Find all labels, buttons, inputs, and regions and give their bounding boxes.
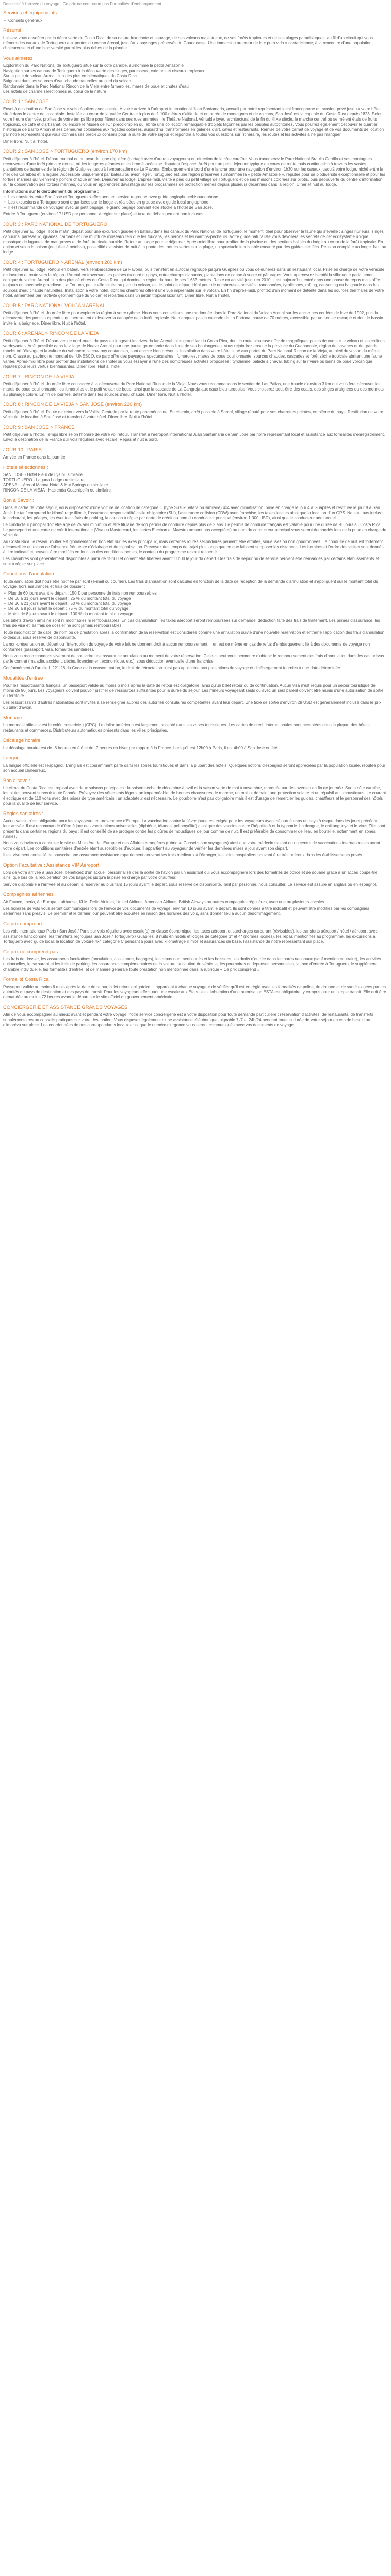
- section-4: [3, 99, 387, 144]
- section-heading: JOUR 3 : PARC NATIONAL DE TORTUGUERO: [3, 222, 107, 227]
- bullet-list: [3, 18, 387, 23]
- itinerary-sections: [3, 10, 387, 1028]
- section-heading: JOUR 10 : PARIS: [3, 447, 42, 453]
- paragraph: Nous vous recommandons vivement de souscrire une assurance annulation au moment de votre réservation. Celle-ci peut vous permettre d'obtenir le remboursement des frais d'annulation dans les cas prévus par le contrat (maladie, accident, décès, licenciement économique, etc.), sous déduction éventuelle d'une franchise.: [3, 654, 384, 664]
- section-heading: JOUR 7 : RINCON DE LA VIEJA: [3, 374, 74, 380]
- line-item: SAN JOSE - Hôtel Fleur de Lys ou similaire: [3, 472, 83, 477]
- paragraph: Les chambres sont généralement disponibles à partir de 15h00 et doivent être libérées avant 11h00 le jour du départ. Des frais de séjour ou de service peuvent être demandés par certains établissements et sont à régler sur place.: [3, 556, 379, 566]
- section-heading: Vous aimerez :: [3, 56, 36, 61]
- paragraph: La non-présentation au départ ou l'interruption du voyage de votre fait ne donnent droit à aucun remboursement. Il en est de même en cas de refus d'embarquement lié à des documents de voyage non conformes (passeport, visa, formalités sanitaires).: [3, 642, 370, 652]
- paragraph: La monnaie officielle est le colón costaricien (CRC). Le dollar américain est largement accepté dans les zones touristiques. Les cartes de crédit internationales sont acceptées dans la plupart des hôtels, restaurants et commerces. Distributeurs automatiques présents dans les villes principales.: [3, 723, 371, 733]
- list-item: • De 30 à 21 jours avant le départ : 50 % du montant total du voyage: [8, 601, 387, 606]
- intro-note: Descriptif à l'arrivée du voyage : Ce prix ne comprend pas Formalités d'embarquement: [3, 2, 161, 6]
- list-item: • De 60 à 31 jours avant le départ : 25 % du montant total du voyage: [8, 596, 387, 601]
- paragraph: Petit déjeuner au lodge. Retour en bateau vers l'embarcadère de La Pavona, puis transfert en autocar regroupé jusqu'à Guápiles où vous déjeunerez dans un restaurant local. Prise en charge de votre véhicule de location et route vers la région d'Arenal en traversant les plaines du nord du pays, entre champs d'ananas, plantations de canne à sucre et pâturages. Vous apercevrez bientôt la silhouette parfaitement conique du volcan Arenal, l'un des plus célèbres du Costa Rica, qui domine la région du haut de ses 1 633 mètres. Resté en activité jusqu'en 2010, il est aujourd'hui entré dans une phase de repos mais offre toujours un spectacle grandiose. La Fortuna, petite ville située au pied du volcan, est le point de départ idéal pour de nombreuses activités : randonnées, tyroliennes, rafting, canyoning ou baignade dans les sources d'eau chaude naturelles. Installation à votre hôtel, dont les chambres offrent une vue imprenable sur le volcan. En fin d'après-midi, profitez d'un moment de détente dans les sources thermales de votre hôtel, alimentées par l'activité géothermique du volcan et réparties dans un jardin tropical luxuriant. Dîner libre. Nuit à l'hôtel.: [3, 267, 385, 298]
- section-14: [3, 465, 387, 493]
- paragraph: Pour les ressortissants français, un passeport valide au moins 6 mois après la date de retour est obligatoire, ainsi qu'un billet retour ou de continuation. Aucun visa n'est requis pour un séjour touristique de moins de 90 jours. Les voyageurs doivent pouvoir justifier de ressources suffisantes pour la durée du séjour. Les mineurs voyageant seuls ou avec un seul parent doivent être munis d'une autorisation de sortie du territoire.: [3, 683, 384, 698]
- section-24: [3, 892, 387, 917]
- paragraph: Aucun vaccin n'est obligatoire pour les voyageurs en provenance d'Europe. La vaccination contre la fièvre jaune est exigée pour les voyageurs ayant séjourné dans un pays à risque dans les jours précédant leur arrivée. Il est recommandé d'être à jour des vaccinations universelles (diphtérie, tétanos, poliomyélite) ainsi que des vaccins contre l'hépatite A et la typhoïde. La dengue, le chikungunya et le virus Zika sont présents dans certaines régions du pays : il est conseillé de se protéger contre les piqûres de moustiques de jour comme de nuit. Il est préférable de consommer de l'eau en bouteille, notamment en zones rurales.: [3, 819, 385, 839]
- section-27: [3, 977, 387, 1000]
- section-18: [3, 715, 387, 733]
- paragraph: Petit déjeuner à l'hôtel. Route de retour vers la Vallée Centrale par la route panaméricaine. En chemin, arrêt possible à Sarchí, village réputé pour ses charrettes peintes, emblème du pays. Restitution de votre véhicule de location à San José et transfert à votre hôtel. Dîner libre. Nuit à l'hôtel.: [3, 410, 383, 419]
- section-heading: JOUR 1 : SAN JOSE: [3, 99, 49, 105]
- paragraph: Petit déjeuner au lodge. Tôt le matin, départ pour une excursion guidée en bateau dans les canaux du Parc National de Tortuguero, le moment idéal pour observer la faune qui s'éveille : singes hurleurs, singes capucins, paresseux, iguanes, caïmans et une multitude d'oiseaux tels que les toucans, les hérons et les martins-pêcheurs. Votre guide naturaliste vous dévoilera les secrets de cet écosystème unique, mosaïque de lagunes, de mangroves et de forêt tropicale humide. Retour au lodge pour le déjeuner. Après-midi libre pour profiter de la piscine ou des sentiers balisés du lodge au cœur de la forêt tropicale. En option et selon la saison (de juillet à octobre), possibilité d'assister de nuit à la ponte des tortues vertes sur la plage, un spectacle inoubliable encadré par des guides certifiés. Pension complète au lodge. Nuit au lodge.: [3, 229, 386, 255]
- section-16: [3, 571, 387, 671]
- section-19: [3, 738, 387, 751]
- section-heading: Bon à savoir: [3, 778, 30, 784]
- paragraph: Toute modification de date, de nom ou de prestation après la confirmation de la réservation est considérée comme une annulation suivie d'une nouvelle réservation et entraîne l'application des frais d'annulation ci-dessus, sous réserve de disponibilité.: [3, 630, 385, 640]
- section-10: [3, 374, 387, 397]
- list-item: • De 20 à 8 jours avant le départ : 75 % du montant total du voyage: [8, 606, 387, 612]
- list-item: • Il est recommandé de voyager avec un petit bagage, le grand bagage pouvant être stocké à l'hôtel de San José.: [8, 205, 387, 210]
- section-7: [3, 260, 387, 298]
- itinerary-document: [0, 0, 391, 1028]
- section-heading: Règles sanitaires :: [3, 811, 44, 817]
- paragraph: Les vols internationaux Paris / San José / Paris sur vols réguliers avec escale(s) en classe économique, les taxes aéroport et surcharges carburant (révisables), les transferts aéroport / hôtel / aéroport avec assistance francophone, les transferts regroupés San José / Tortuguero / Guápiles, 8 nuits en hôtels et lodges de catégorie 3* et 4* (normes locales), les repas mentionnés au programme, les excursions à Tortuguero avec guide local, la location de voiture 4x4 catégorie C pendant 5 jours avec kilométrage illimité et assurances de base, l'assistance de notre représentant sur place.: [3, 929, 378, 944]
- section-heading: JOUR 9 : SAN JOSE > FRANCE: [3, 425, 75, 430]
- paragraph: Petit déjeuner à l'hôtel. Journée libre consacrée à la découverte du Parc National Rincon de la Vieja. Nous vous recommandons le sentier de Las Pailas, une boucle d'environ 3 km qui vous fera découvrir les mares de boue bouillonnante, les fumerolles et le petit volcan de boue, ainsi que la cascade de La Cangreja aux eaux bleu turquoise. Vous croiserez peut-être des coatis, des singes araignées ou des motmots au plumage coloré. En fin de journée, détente dans les sources d'eau chaude. Dîner libre. Nuit à l'hôtel.: [3, 382, 384, 397]
- bullet-list: [3, 591, 387, 617]
- section-8: [3, 303, 387, 326]
- paragraph: Les horaires de vols vous seront communiqués lors de l'envoi de vos documents de voyage, environ 10 jours avant le départ. Ils sont donnés à titre indicatif et peuvent être modifiés par les compagnies aériennes sans préavis. Le premier et le dernier jour peuvent être écourtés en raison des horaires des vols, sans donner lieu à aucun dédommagement.: [3, 906, 369, 916]
- list-item: • Plus de 60 jours avant le départ : 150 € par personne de frais non remboursables: [8, 591, 387, 596]
- section-20: [3, 755, 387, 773]
- section-heading: JOUR 6 : ARENAL > RINCON DE LA VIEJA: [3, 331, 99, 336]
- line-item: TORTUGUERO - Laguna Lodge ou similaire: [3, 478, 85, 482]
- section-13: [3, 447, 387, 460]
- paragraph: Air France, Iberia, Air Europa, Lufthansa, KLM, Delta Airlines, United Airlines, American Airlines, British Airways ou autres compagnies régulières, avec une ou plusieurs escales.: [3, 900, 325, 904]
- section-23: [3, 862, 387, 887]
- paragraph: La langue officielle est l'espagnol. L'anglais est couramment parlé dans les zones touristiques et dans la plupart des hôtels. Quelques notions d'espagnol seront appréciées par la population locale, réputée pour son accueil chaleureux.: [3, 763, 385, 773]
- section-heading: Monnaie: [3, 715, 22, 721]
- line-list: [3, 63, 387, 94]
- paragraph: Le décalage horaire est de -8 heures en été et de -7 heures en hiver par rapport à la France. Lorsqu'il est 12h00 à Paris, il est 4h00 à San José en été.: [3, 745, 279, 750]
- paragraph: Petit déjeuner à l'hôtel. Départ matinal en autocar de ligne régulière (partagé avec d'autres voyageurs) en direction de la côte caraïbe. Vous traverserez le Parc National Braulio Carrillo et ses montagnes recouvertes d'une forêt primaire dense, où les fougères géantes et les broméliacées se disputent l'espace. Arrêt pour un petit déjeuner typique en cours de route, puis continuation à travers les vastes plantations de bananes de la région de Guápiles jusqu'à l'embarcadère de La Pavona. Embarquement à bord d'une lancha pour une navigation d'environ 1h30 sur les canaux jusqu'à votre lodge, niché entre la mer des Caraïbes et la lagune. Accessible uniquement par bateau ou avion léger, Tortuguero est une région préservée surnommée la « petite Amazonie », réputée pour sa biodiversité exceptionnelle et pour les tortues marines qui viennent y pondre chaque année. Déjeuner au lodge. L'après-midi, visite à pied du petit village de Tortuguero et de ses maisons colorées sur pilotis, puis découverte du centre d'information sur la conservation des tortues marines, où vous en apprendrez davantage sur les programmes de protection menés depuis plusieurs décennies dans la région. Dîner et nuit au lodge.: [3, 157, 385, 187]
- paragraph: Dîner libre. Nuit à l'hôtel.: [3, 139, 48, 144]
- section-5: [3, 149, 387, 217]
- section-heading: Compagnies aériennes: [3, 892, 54, 897]
- paragraph: Service disponible à l'arrivée et au départ, à réserver au plus tard 15 jours avant le départ, sous réserve de disponibilité. Tarif par personne, nous consulter. Le service est assuré en anglais ou en espagnol.: [3, 882, 377, 887]
- paragraph: Entrée à Tortuguero (environ 17 USD par personne, à régler sur place) et taxe de débarquement non incluses.: [3, 212, 205, 216]
- paragraph: Au Costa Rica, le réseau routier est globalement en bon état sur les axes principaux, mais certaines routes secondaires peuvent être étroites, sinueuses ou non goudronnées. La conduite de nuit est fortement déconseillée en raison de l'absence fréquente d'éclairage et de signalisation. Prévoyez des temps de trajet plus longs que ce que laissent supposer les distances. Les horaires et l'ordre des visites sont donnés à titre indicatif et peuvent être modifiés en fonction des conditions locales, le contenu du programme restant respecté.: [3, 539, 384, 554]
- section-heading: Conditions d'annulation: [3, 571, 54, 577]
- paragraph: Petit déjeuner à l'hôtel. Départ vers le nord-ouest du pays en longeant les rives du lac Arenal, plus grand lac du Costa Rica, dont la route sinueuse offre de magnifiques points de vue sur le volcan et les collines verdoyantes. Arrêt possible dans le village de Nuevo Arenal pour une pause gourmande dans l'une de ses boulangeries. Vous rejoindrez ensuite la province du Guanacaste, région de savanes et de grands ranchs où l'élevage et la culture du sabanero, le cow-boy costaricien, sont encore bien présents. Installation dans votre hôtel situé aux portes du Parc National Rincon de la Vieja, au pied du volcan du même nom. Classé au patrimoine mondial de l'UNESCO, ce parc offre des paysages spectaculaires : fumerolles, mares de boue bouillonnante, sources chaudes, cascades et forêt sèche tropicale abritant une faune variée. Après-midi libre pour profiter des installations de l'hôtel ou vous essayer à l'une des nombreuses activités proposées : tyrolienne, balade à cheval, tubing sur la rivière ou bains de boue volcanique réputés pour leurs vertus bienfaisantes. Dîner libre. Nuit à l'hôtel.: [3, 338, 385, 369]
- section-heading: JOUR 5 : PARC NATIONAL VOLCAN ARENAL: [3, 303, 106, 309]
- paragraph: Le climat du Costa Rica est tropical avec deux saisons principales : la saison sèche de décembre à avril et la saison verte de mai à novembre, marquée par des averses en fin de journée. Sur la côte caraïbe, les pluies peuvent survenir toute l'année. Prévoyez des vêtements légers, un imperméable, de bonnes chaussures de marche, un maillot de bain, une protection solaire et un répulsif anti-moustiques. Le courant électrique est de 110 volts avec des prises de type américain : un adaptateur est nécessaire. Le pourboire n'est pas obligatoire mais il est d'usage de remercier les guides, chauffeurs et le personnel des hôtels pour la qualité de leur service.: [3, 786, 386, 806]
- paragraph: Arrivée en France dans la journée.: [3, 455, 67, 460]
- list-item: • Conseils généraux: [8, 18, 387, 23]
- section-6: [3, 222, 387, 255]
- paragraph: Les ressortissants d'autres nationalités sont invités à se renseigner auprès des autorités consulaires compétentes avant leur départ. Une taxe de sortie d'environ 29 USD est généralement incluse dans le prix du billet d'avion.: [3, 700, 382, 710]
- paragraph: Nous vous invitons à consulter le site du Ministère de l'Europe et des Affaires étrangères (rubrique Conseils aux voyageurs) ainsi que votre médecin traitant ou un centre de vaccinations internationales avant votre départ. Les conditions sanitaires d'entrée étant susceptibles d'évoluer, il appartient au voyageur de vérifier les dernières mises à jour avant son départ.: [3, 841, 380, 851]
- section-heading: Ce prix ne comprend pas: [3, 949, 58, 955]
- paragraph: Les billets d'avion émis ne sont ni modifiables ni remboursables. En cas d'annulation, les taxes aéroport seront remboursées sur demande, déduction faite des frais de traitement. Les primes d'assurance, les frais de visa et les frais de dossier ne sont jamais remboursables.: [3, 618, 380, 628]
- section-11: [3, 402, 387, 420]
- paragraph: Petit déjeuner à l'hôtel. Journée libre pour explorer la région à votre rythme. Nous vous conseillons une randonnée dans le Parc National du Volcan Arenal sur les anciennes coulées de lave de 1992, puis la découverte des ponts suspendus qui permettent d'observer la canopée de la forêt tropicale. Ne manquez pas la cascade de La Fortuna, haute de 70 mètres, accessible par un sentier escarpé et dont le bassin invite à la baignade. Dîner libre. Nuit à l'hôtel.: [3, 311, 383, 326]
- section-heading: Modalités d'entrée: [3, 675, 43, 681]
- paragraph: Le conducteur principal doit être âgé de 25 ans minimum et être titulaire de son permis de conduire depuis plus de 2 ans. Le permis de conduire français est valable pour une durée de 90 jours au Costa Rica. Le passeport et une carte de crédit internationale (Visa ou Mastercard, les cartes Electron et Maestro ne sont pas acceptées) au nom du conducteur principal vous seront demandés lors de la prise en charge du véhicule.: [3, 522, 386, 537]
- paragraph: Toute annulation doit nous être notifiée par écrit (e-mail ou courrier). Les frais d'annulation sont calculés en fonction de la date de réception de la demande d'annulation et s'appliquent sur le montant total du voyage, hors assurances et frais de dossier :: [3, 579, 378, 589]
- bullet-list: [3, 195, 387, 210]
- line-item: Randonnée dans le Parc National Rincon de la Vieja entre fumerolles, mares de boue et chutes d'eau: [3, 84, 189, 89]
- section-heading: Ce prix comprend: [3, 921, 42, 927]
- section-15: [3, 498, 387, 567]
- line-item: Les hôtels de charme sélectionnés au cœur de la nature: [3, 89, 106, 94]
- line-item: Exploration du Parc National de Tortuguero situé sur la côte caraïbe, surnommé la petite Amazonie: [3, 63, 184, 68]
- section-1: [3, 10, 387, 23]
- section-12: [3, 425, 387, 443]
- section-heading: JOUR 8 : RINCON DE LA VIEJA > SAN JOSE (environ 220 km): [3, 402, 142, 408]
- section-heading: Hôtels sélectionnés :: [3, 465, 48, 470]
- paragraph: Petit déjeuner à l'hôtel. Temps libre selon l'horaire de votre vol retour. Transfert à l'aéroport international Juan Santamaria de San José par notre représentant local et assistance aux formalités d'enregistrement. Envol à destination de la France sur vols réguliers avec escale. Repas et nuit à bord.: [3, 432, 385, 442]
- line-item: Navigation sur les canaux de Tortuguero à la découverte des singes, paresseux, caïmans et oiseaux tropicaux: [3, 69, 204, 73]
- section-17: [3, 675, 387, 710]
- paragraph: Laissez-vous envoûter par la découverte du Costa Rica, de sa nature luxuriante et sauvage, de ses volcans majestueux, de ses forêts tropicales et de ses plages paradisiaques, au fil d'un circuit qui vous mènera des canaux de Tortuguero aux pentes du volcan Arenal, jusqu'aux paysages préservés du Guanacaste. Une immersion au cœur de la « pura vida » costaricienne, à la rencontre d'une population chaleureuse et d'une biodiversité parmi les plus riches de la planète.: [3, 36, 373, 50]
- list-item: • Les transferts entre San José et Tortuguero s'effectuent en service regroupé avec guide anglophone/hispanophone.: [8, 195, 387, 200]
- section-3: [3, 56, 387, 94]
- section-heading: Langue: [3, 755, 20, 761]
- paragraph: Lors de votre arrivée à San José, bénéficiez d'un accueil personnalisé dès la sortie de l'avion par un assistant qui vous accompagnera lors des formalités de police et de douane grâce à un accès coupe-file, ainsi que lors de la récupération de vos bagages jusqu'à la prise en charge par votre chauffeur.: [3, 870, 379, 880]
- line-item: Baignade dans les sources d'eau chaude naturelles au pied du volcan: [3, 79, 131, 83]
- section-9: [3, 331, 387, 369]
- list-item: • Moins de 8 jours avant le départ : 100 % du montant total du voyage: [8, 612, 387, 617]
- section-25: [3, 921, 387, 944]
- paragraph: Envol à destination de San José sur vols réguliers avec escale. À votre arrivée à l'aéroport international Juan Santamaria, accueil par notre représentant local francophone et transfert privé jusqu'à votre hôtel situé dans le centre de la capitale. Installée au cœur de la Vallée Centrale à plus de 1 100 mètres d'altitude et entourée de montagnes et de volcans, San José est la capitale du Costa Rica depuis 1823. Selon votre heure d'arrivée, profitez de votre temps libre pour flâner dans ses rues animées : le Théâtre National, véritable joyau architectural de la fin du XIXe siècle, le marché central où se mêlent étals de fruits tropicaux, de café et d'artisanat, ou encore le Musée de l'Or précolombien qui abrite une collection remarquable d'objets façonnés par les peuples autochtones. Vous pourrez également découvrir le quartier historique de Barrio Amón et ses demeures coloniales aux façades colorées, aujourd'hui transformées en galeries d'art, cafés et restaurants. Remise de votre carnet de voyage et de vos documents de location par notre représentant qui vous donnera ses précieux conseils pour la suite de votre séjour et répondra à toutes vos questions sur l'itinéraire, les routes et les activités à ne pas manquer.: [3, 107, 384, 137]
- paragraph: Les frais de dossier, les assurances facultatives (annulation, assistance, bagages), les repas non mentionnés et les boissons, les droits d'entrée dans les parcs nationaux (sauf mention contraire), les activités optionnelles, le carburant et les frais de parking, les assurances complémentaires de la voiture, la caution du véhicule, les pourboires et dépenses personnelles, la taxe d'entrée à Tortuguero, le supplément chambre individuelle, les formalités d'entrée, et de manière générale toute prestation non mentionnée dans la rubrique « Ce prix comprend ».: [3, 957, 381, 972]
- section-heading: Option Facultative : Assistance VIP Aéroport: [3, 862, 100, 868]
- section-22: [3, 811, 387, 858]
- paragraph: Conformément à l'article L.221-28 du Code de la consommation, le droit de rétractation n'est pas applicable aux prestations de voyage et d'hébergement fournies à une date déterminée.: [3, 666, 341, 670]
- paragraph: Dans le cadre de votre séjour, vous disposerez d'une voiture de location de catégorie C (type Suzuki Vitara ou similaire) 4x4 avec climatisation, prise en charge le jour 4 à Guápiles et restituée le jour 8 à San José. Le tarif comprend le kilométrage illimité, l'assurance responsabilité civile obligatoire (SLI), l'assurance collision (CDW) avec franchise, les taxes locales ainsi que la location d'un GPS. Ne sont pas inclus : le carburant, les péages, les éventuels frais de parking, la caution à régler par carte de crédit au nom du conducteur principal (environ 1 000 USD), ainsi que le conducteur additionnel.: [3, 505, 383, 520]
- section-21: [3, 778, 387, 806]
- section-heading: Services et équipements: [3, 10, 57, 16]
- line-item: Sur la piste du volcan Arenal, l'un des plus emblématiques du Costa Rica: [3, 74, 137, 78]
- section-2: [3, 28, 387, 51]
- section-heading: Décalage horaire: [3, 738, 41, 743]
- line-item: ARENAL - Arenal Manoa Hotel & Hot Springs ou similaire: [3, 483, 108, 487]
- list-item: • Les excursions à Tortuguero sont organisées par le lodge et réalisées en groupe avec guide local anglophone.: [8, 200, 387, 205]
- section-heading: Formalité Costa Rica: [3, 977, 49, 982]
- section-heading: JOUR 2 : SAN JOSE > TORTUGUERO (environ 170 km): [3, 149, 127, 155]
- info-label: Informations sur le déroulement du programme :: [3, 189, 99, 194]
- section-heading: Bon à Savoir :: [3, 498, 34, 503]
- paragraph: Afin de vous accompagner au mieux avant et pendant votre voyage, notre service conciergerie est à votre disposition pour toute demande particulière : réservation d'activités, de restaurants, de transferts supplémentaires ou conseils pratiques sur votre destination. Vous disposez également d'une assistance téléphonique joignable 7j/7 et 24h/24 pendant toute la durée de votre séjour en cas de besoin ou d'imprévu sur place. Les coordonnées de nos correspondants locaux ainsi que le numéro d'urgence vous seront communiqués avec vos documents de voyage.: [3, 1012, 373, 1027]
- paragraph: Passeport valide au moins 6 mois après la date de retour, billet retour obligatoire. Il appartient à chaque voyageur de vérifier qu'il est en règle avec les formalités de police, de douane et de santé exigées par les autorités du pays de destination et des pays de transit. Pour les voyageurs effectuant une escale aux États-Unis, l'obtention d'une autorisation ESTA est obligatoire, y compris pour un simple transit. Elle doit être demandée au moins 72 heures avant le départ sur le site officiel du gouvernement américain.: [3, 985, 386, 999]
- section-heading: Résumé: [3, 28, 22, 33]
- section-28: [3, 1005, 387, 1028]
- section-heading: CONCIERGERIE ET ASSISTANCE GRANDS VOYAGES: [3, 1005, 128, 1010]
- line-list: [3, 472, 387, 493]
- line-item: RINCON DE LA VIEJA - Hacienda Guachipelín ou similaire: [3, 488, 111, 493]
- section-26: [3, 949, 387, 972]
- paragraph: Il est vivement conseillé de souscrire une assurance assistance rapatriement couvrant les frais médicaux à l'étranger, les soins hospitaliers pouvant être très onéreux dans les établissements privés.: [3, 853, 363, 857]
- section-heading: JOUR 4 : TORTUGUERO > ARENAL (environ 200 km): [3, 260, 122, 265]
